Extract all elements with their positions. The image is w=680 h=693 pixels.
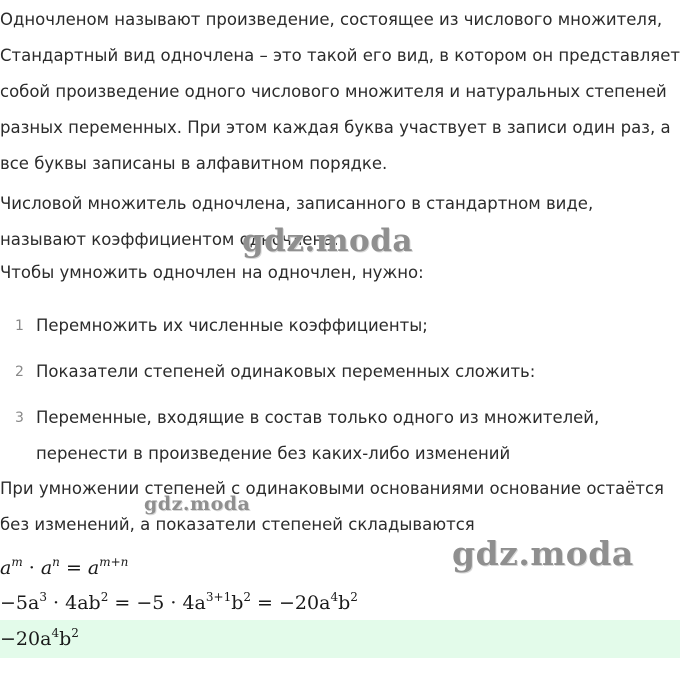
list-number: 3 [15,410,24,426]
answer-formula: $-20a^4b^2$ [0,626,79,650]
power-rule-formula: $a^m \cdot a^n = a^{m+n}$ [0,555,129,579]
list-text: Перемножить их численные коэффициенты; [36,316,428,335]
rule-intro: Чтобы умножить одночлен на одночлен, нужно: [0,263,424,282]
list-item [0,400,680,472]
coefficient-paragraph: Числовой множитель одночлена, записанного в стандартном виде, называют коэффициентом одночлена. [0,194,594,249]
list-item [0,308,680,344]
solution-formula: $-5a^3 \cdot 4ab^2 = -5 \cdot 4a^{3+1}b^2 = -20a^4b^2$ [0,590,358,614]
list-number: 2 [15,364,24,380]
watermark: gdz.moda [242,223,413,259]
list-number: 1 [15,318,24,334]
watermark: gdz.moda [144,493,251,515]
watermark: gdz.moda [452,534,634,573]
list-text: Переменные, входящие в состав только одного из множителей, перенести в произведение без каких-либо изменений [36,408,600,463]
list-item [0,354,680,390]
definition-paragraph: Одночленом называют произведение, состоящее из числового множителя, Стандартный вид одночлена – это такой его вид, в котором он представляет собой произведение одного числового множителя и натуральных степеней разных переменных. При этом каждая буква участвует в записи один раз, а все буквы записаны в алфавитном порядке. [0,10,680,173]
answer-box [0,620,680,658]
steps-list [0,308,680,482]
power-rule-paragraph: При умножении степеней с одинаковыми основаниями основание остаётся без изменений, а показатели степеней складываются [0,479,664,534]
list-text: Показатели степеней одинаковых переменных сложить: [36,362,536,381]
